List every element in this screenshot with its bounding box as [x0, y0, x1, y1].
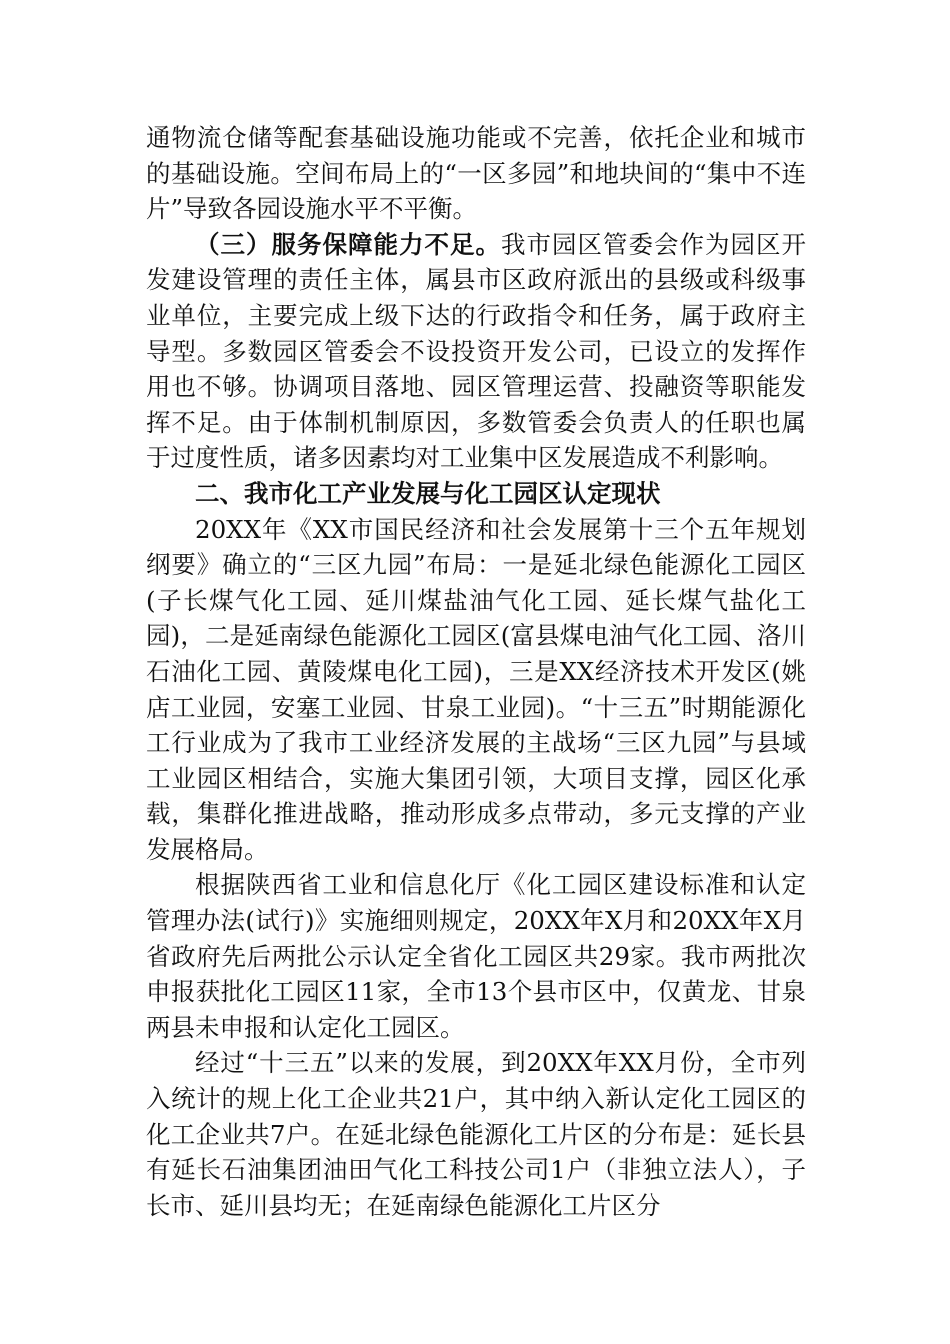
- paragraph-body: 我市园区管委会作为园区开发建设管理的责任主体，属县市区政府派出的县级或科级事业单位，主要完成上级下达的行政指令和任务，属于政府主导型。多数园区管委会不设投资开发公司，已设立的发挥作用也不够。协调项目落地、园区管理运营、投融资等职能发挥不足。由于体制机制原因，多数管委会负责人的任职也属于过度性质，诸多因素均对工业集中区发展造成不利影响。: [146, 229, 806, 473]
- document-page: [146, 120, 806, 1223]
- paragraph-layout-plan: 20XX年《XX市国民经济和社会发展第十三个五年规划纲要》确立的“三区九园”布局：一是延北绿色能源化工园区(子长煤气化工园、延川煤盐油气化工园、延长煤气盐化工园)，二是延南绿色能源化工园区(富县煤电油气化工园、洛川石油化工园、黄陵煤电化工园)，三是XX经济技术开发区(姚店工业园，安塞工业园、甘泉工业园)。“十三五”时期能源化工行业成为了我市工业经济发展的主战场“三区九园”与县域工业园区相结合，实施大集团引领，大项目支撑，园区化承载，集群化推进战略，推动形成多点带动，多元支撑的产业发展格局。: [146, 514, 806, 864]
- section-heading: 二、我市化工产业发展与化工园区认定现状: [195, 478, 661, 508]
- paragraph-service-guarantee: [146, 227, 806, 476]
- paragraph-lead-heading: （三）服务保障能力不足。: [195, 229, 501, 259]
- paragraph-park-certification: 根据陕西省工业和信息化厅《化工园区建设标准和认定管理办法(试行)》实施细则规定，20XX年X月和20XX年X月省政府先后两批公示认定全省化工园区共29家。我市两批次申报获批化工园区11家，全市13个县市区中，仅黄龙、甘泉两县未申报和认定化工园区。: [146, 870, 806, 1042]
- paragraph-enterprise-stats: 经过“十三五”以来的发展，到20XX年XX月份，全市列入统计的规上化工企业共21户，其中纳入新认定化工园区的化工企业共7户。在延北绿色能源化工片区的分布是：延长县有延长石油集团油田气化工科技公司1户（非独立法人），子长市、延川县均无；在延南绿色能源化工片区分: [146, 1048, 806, 1220]
- paragraph-continuation: 通物流仓储等配套基础设施功能或不完善，依托企业和城市的基础设施。空间布局上的“一区多园”和地块间的“集中不连片”导致各园设施水平不平衡。: [146, 123, 806, 224]
